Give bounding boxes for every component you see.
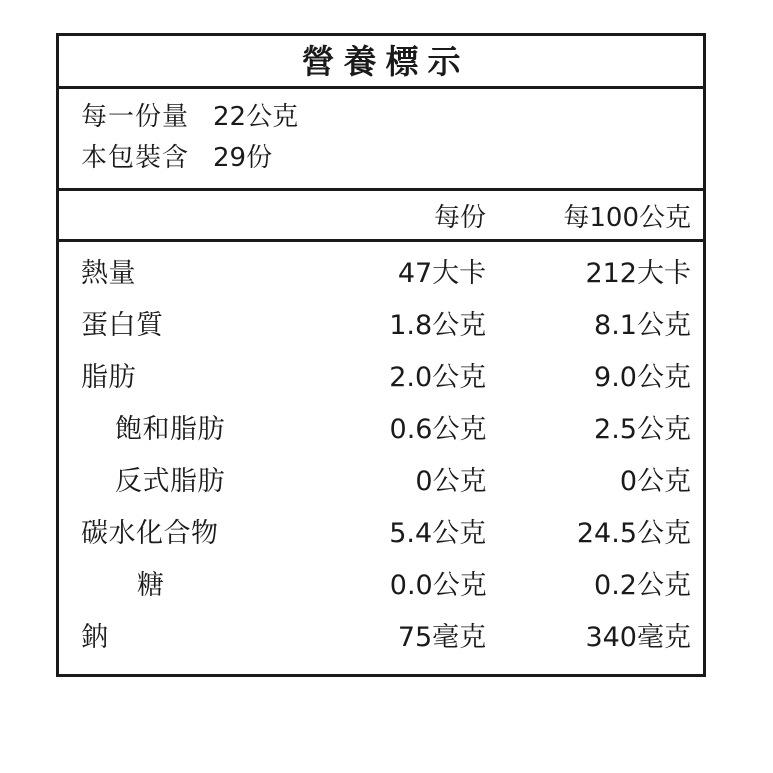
label-title-row — [59, 36, 703, 89]
bottom-spacer — [59, 664, 703, 670]
nutrient-per-100g: 212大卡 — [585, 258, 691, 289]
table-row — [59, 456, 703, 508]
page-title: 營養標示 — [301, 41, 470, 81]
nutrient-name: 蛋白質 — [81, 310, 164, 341]
nutrient-per-serving: 75毫克 — [397, 622, 487, 653]
table-row — [59, 612, 703, 664]
nutrient-name: 飽和脂肪 — [115, 414, 225, 445]
serving-info-block — [59, 89, 703, 191]
table-row — [59, 404, 703, 456]
nutrient-name: 鈉 — [81, 622, 109, 653]
serving-size-value: 22公克 — [213, 102, 299, 132]
nutrient-per-serving: 5.4公克 — [389, 518, 487, 549]
nutrient-per-serving: 2.0公克 — [389, 362, 487, 393]
nutrient-rows — [59, 242, 703, 674]
nutrient-per-100g: 9.0公克 — [594, 362, 691, 393]
table-row — [59, 352, 703, 404]
nutrient-per-serving: 0公克 — [415, 466, 487, 497]
table-row — [59, 248, 703, 300]
table-row — [59, 560, 703, 612]
column-header-row — [59, 191, 703, 242]
nutrient-per-100g: 8.1公克 — [594, 310, 691, 341]
nutrient-per-100g: 24.5公克 — [576, 518, 691, 549]
nutrient-per-100g: 0公克 — [619, 466, 691, 497]
nutrient-name: 糖 — [137, 570, 165, 601]
serving-size-label: 每一份量 — [81, 102, 190, 132]
servings-per-package-row — [59, 138, 703, 179]
nutrient-per-serving: 47大卡 — [397, 258, 487, 289]
nutrient-name: 脂肪 — [81, 362, 136, 393]
nutrient-per-serving: 0.0公克 — [389, 570, 487, 601]
nutrient-per-100g: 2.5公克 — [594, 414, 691, 445]
nutrient-per-100g: 340毫克 — [585, 622, 691, 653]
nutrient-per-serving: 0.6公克 — [389, 414, 487, 445]
nutrient-per-100g: 0.2公克 — [594, 570, 691, 601]
nutrient-name: 反式脂肪 — [115, 466, 225, 497]
column-header-per-100g: 每100公克 — [563, 202, 691, 233]
nutrient-per-serving: 1.8公克 — [389, 310, 487, 341]
servings-per-package-value: 29份 — [213, 142, 273, 173]
serving-size-row — [59, 97, 703, 138]
servings-per-package-label: 本包裝含 — [81, 142, 190, 173]
nutrient-name: 碳水化合物 — [81, 518, 219, 549]
nutrition-facts-label — [56, 33, 706, 677]
nutrient-name: 熱量 — [81, 258, 136, 289]
table-row — [59, 508, 703, 560]
column-header-per-serving: 每份 — [434, 202, 487, 233]
table-row — [59, 300, 703, 352]
